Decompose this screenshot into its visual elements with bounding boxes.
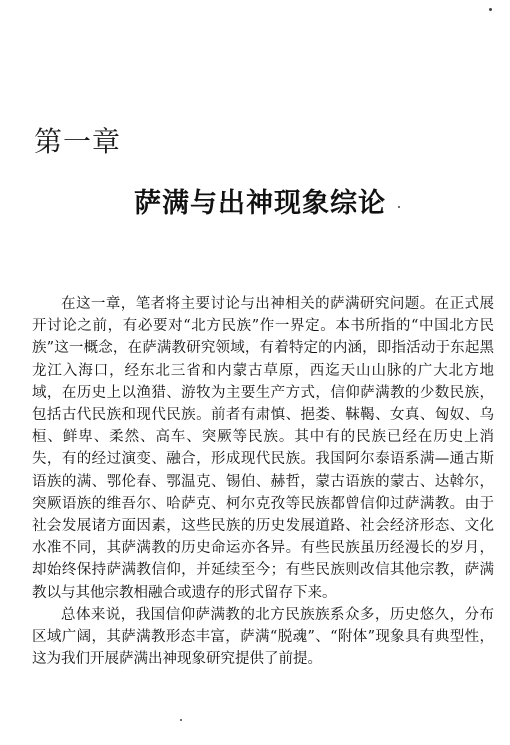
chapter-title: 萨满与出神现象综论 [134,188,386,219]
chapter-number: 第一章 [34,125,122,158]
body-text [32,293,494,670]
paragraph: 在这一章，笔者将主要讨论与出神相关的萨满研究问题。在正式展开讨论之前，有必要对“北方民族”作一界定。本书所指的“中国北方民族”这一概念，在萨满教研究领域，有着特定的内涵，即指活动于东起黑龙江入海口，经东北三省和内蒙古草原，西迄天山山脉的广大北方地域，在历史上以渔猎、游牧为主要生产方式，信仰萨满教的少数民族，包括古代民族和现代民族。前者有肃慎、挹娄、靺鞨、女真、匈奴、乌桓、鲜卑、柔然、高车、突厥等民族。其中有的民族已经在历史上消失，有的经过演变、融合，形成现代民族。我国阿尔泰语系满—通古斯语族的满、鄂伦春、鄂温克、锡伯、赫哲，蒙古语族的蒙古、达斡尔，突厥语族的维吾尔、哈萨克、柯尔克孜等民族都曾信仰过萨满教。由于社会发展诸方面因素，这些民族的历史发展道路、社会经济形态、文化水准不同，其萨满教的历史命运亦各异。有些民族虽历经漫长的岁月，却始终保持萨满教信仰，并延续至今；有些民族则改信其他宗教，萨满教以与其他宗教相融合或遗存的形式留存下来。 [32,296,494,601]
paragraph: 总体来说，我国信仰萨满教的北方民族族系众多，历史悠久，分布区域广阔，其萨满教形态丰富，萨满“脱魂”、“附体”现象具有典型性，这为我们开展萨满出神现象研究提供了前提。 [32,606,494,668]
scan-speck [489,8,492,11]
scan-speck [180,719,182,721]
